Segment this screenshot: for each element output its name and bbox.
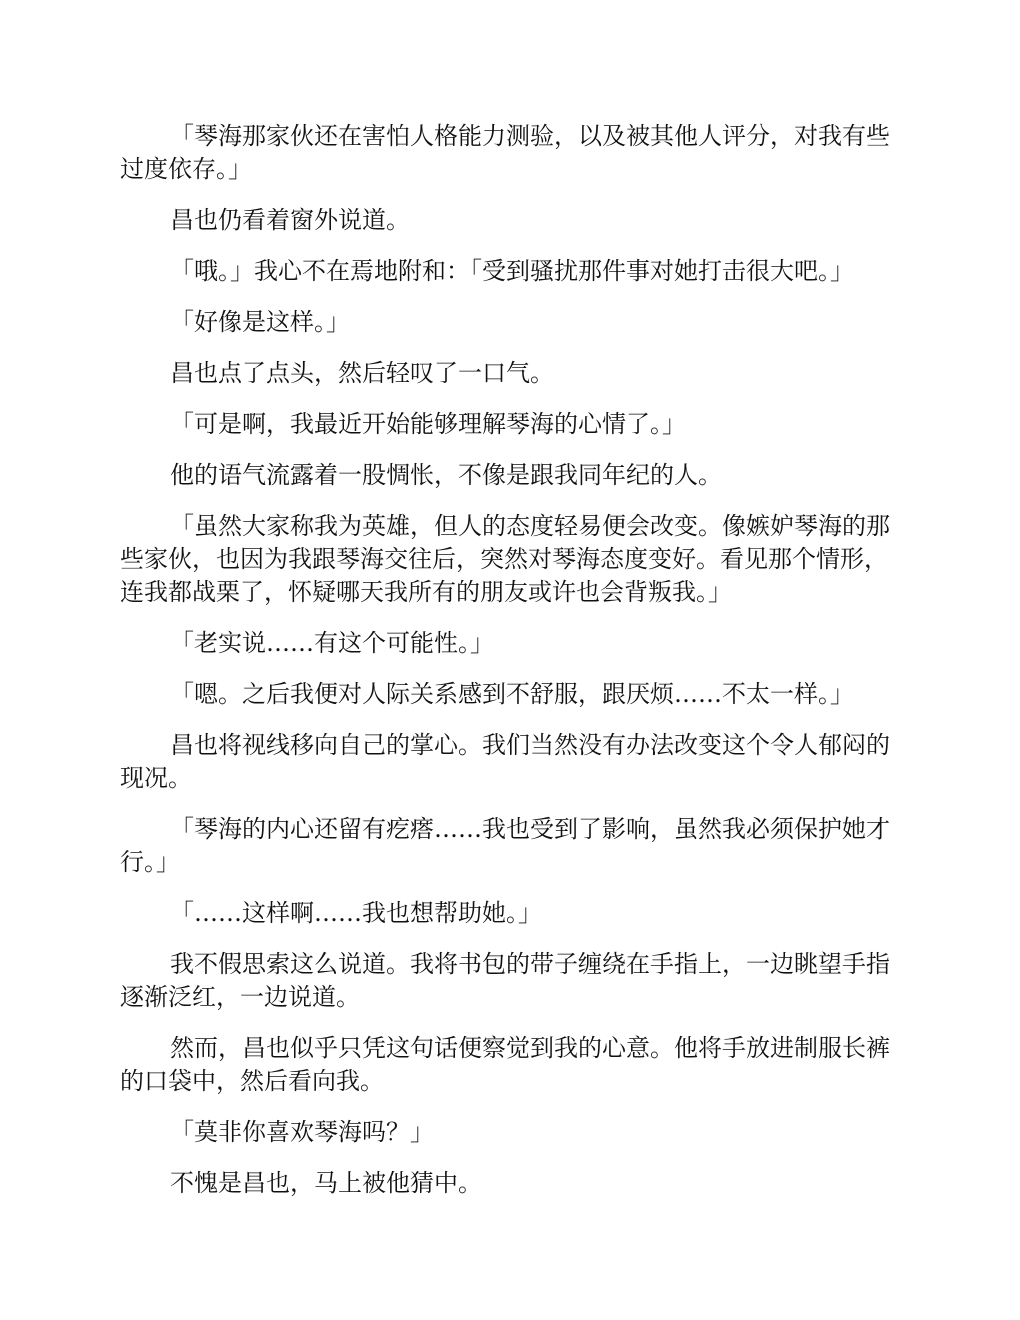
paragraph: 昌也点了点头，然后轻叹了一口气。: [170, 359, 554, 387]
paragraph: 「琴海那家伙还在害怕人格能力测验，以及被其他人评分，对我有些过度依存。」: [120, 122, 890, 183]
paragraph: 「虽然大家称我为英雄，但人的态度轻易便会改变。像嫉妒琴海的那些家伙，也因为我跟琴海交往后，突然对琴海态度变好。看见那个情形，连我都战栗了，怀疑哪天我所有的朋友或许也会背叛我。」: [120, 512, 890, 606]
paragraph: 「老实说……有这个可能性。」: [170, 629, 494, 657]
paragraph: 然而，昌也似乎只凭这句话便察觉到我的心意。他将手放进制服长裤的口袋中，然后看向我。: [120, 1034, 890, 1095]
paragraph: 不愧是昌也，马上被他猜中。: [170, 1169, 482, 1197]
paragraph: 「莫非你喜欢琴海吗？」: [170, 1118, 434, 1146]
paragraph: 「好像是这样。」: [170, 308, 350, 336]
body-text: [120, 120, 900, 1218]
paragraph: 「嗯。之后我便对人际关系感到不舒服，跟厌烦……不太一样。」: [170, 680, 854, 708]
paragraph: 「……这样啊……我也想帮助她。」: [170, 899, 542, 927]
paragraph: 「琴海的内心还留有疙瘩……我也受到了影响，虽然我必须保护她才行。」: [120, 815, 890, 876]
paragraph: 昌也将视线移向自己的掌心。我们当然没有办法改变这个令人郁闷的现况。: [120, 731, 890, 792]
paragraph: 「哦。」我心不在焉地附和：「受到骚扰那件事对她打击很大吧。」: [170, 257, 854, 285]
paragraph: 「可是啊，我最近开始能够理解琴海的心情了。」: [170, 410, 686, 438]
paragraph: 我不假思索这么说道。我将书包的带子缠绕在手指上，一边眺望手指逐渐泛红，一边说道。: [120, 950, 890, 1011]
paragraph: 昌也仍看着窗外说道。: [170, 206, 410, 234]
paragraph: 他的语气流露着一股惆怅，不像是跟我同年纪的人。: [170, 461, 722, 489]
